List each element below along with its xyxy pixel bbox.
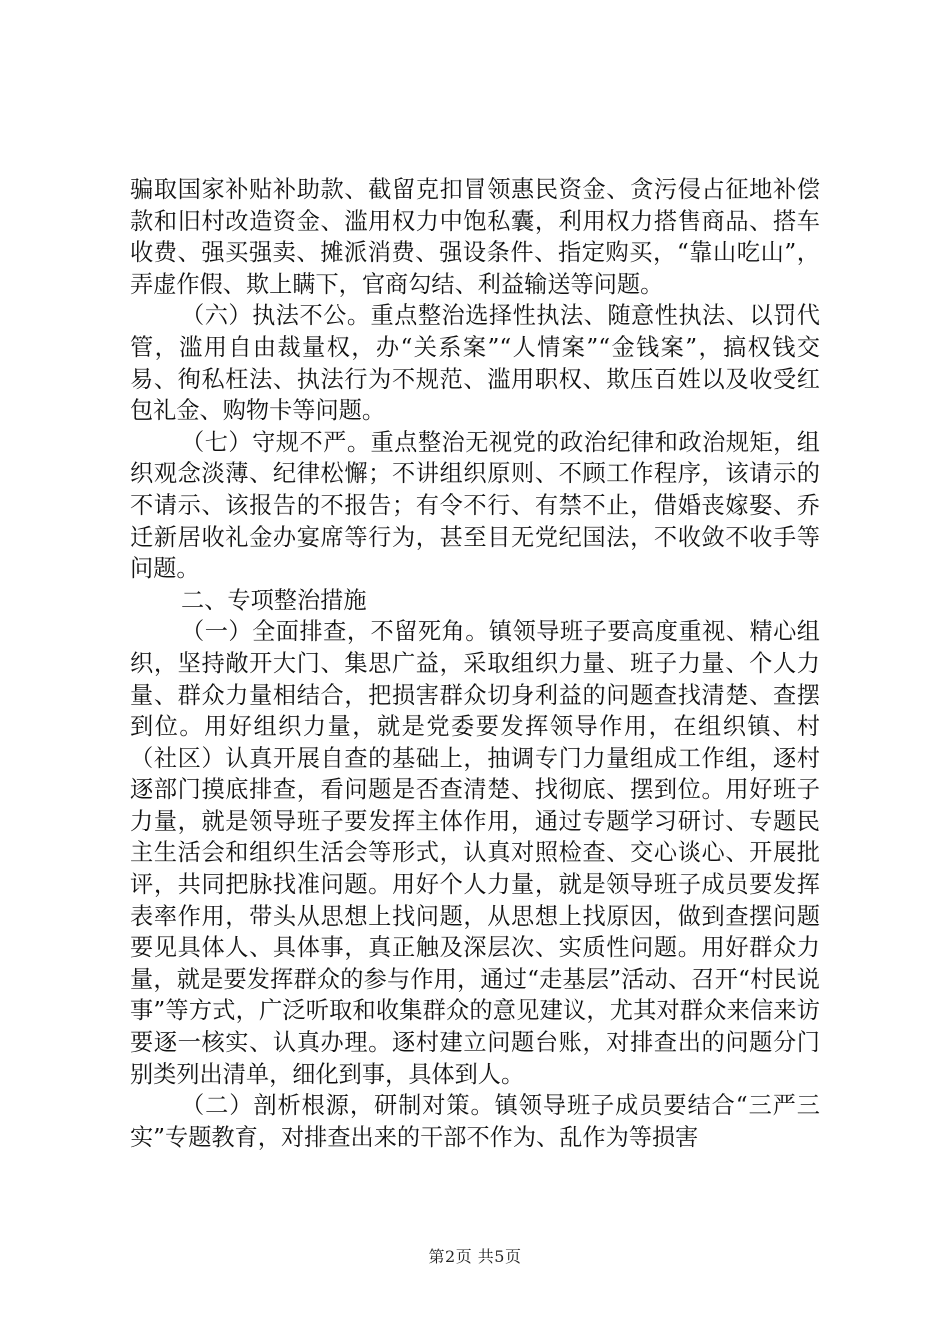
paragraph-measure-two: （二）剖析根源，研制对策。镇领导班子成员要结合“三严三实”专题教育，对排查出来的干部不作为、乱作为等损害 — [130, 1092, 820, 1151]
paragraph-continuation: 骗取国家补贴补助款、截留克扣冒领惠民资金、贪污侵占征地补偿款和旧村改造资金、滥用权力中饱私囊，利用权力搭售商品、搭车收费、强买强卖、摊派消费、强设条件、指定购买，“靠山吃山”，弄虚作假、欺上瞒下，官商勾结、利益输送等问题。 — [130, 176, 820, 298]
page-number-footer: 第2页 共5页 — [428, 1247, 522, 1266]
section-heading-measures: 二、专项整治措施 — [181, 586, 367, 614]
paragraph-section-six: （六）执法不公。重点整治选择性执法、随意性执法、以罚代管，滥用自由裁量权，办“关系案”“人情案”“金钱案”，搞权钱交易、徇私枉法、执法行为不规范、滥用职权、欺压百姓以及收受红包礼金、购物卡等问题。 — [130, 302, 820, 425]
document-body — [130, 174, 820, 1153]
paragraph-section-seven: （七）守规不严。重点整治无视党的政治纪律和政治规矩，组织观念淡薄、纪律松懈；不讲组织原则、不顾工作程序，该请示的不请示、该报告的不报告；有令不行、有禁不止，借婚丧嫁娶、乔迁新居收礼金办宴席等行为，甚至目无党纪国法，不收敛不收手等问题。 — [130, 428, 820, 583]
paragraph-measure-one: （一）全面排查，不留死角。镇领导班子要高度重视、精心组织，坚持敞开大门、集思广益，采取组织力量、班子力量、个人力量、群众力量相结合，把损害群众切身利益的问题查找清楚、查摆到位。用好组织力量，就是党委要发挥领导作用，在组织镇、村（社区）认真开展自查的基础上，抽调专门力量组成工作组，逐村逐部门摸底排查，看问题是否查清楚、找彻底、摆到位。用好班子力量，就是领导班子要发挥主体作用，通过专题学习研讨、专题民主生活会和组织生活会等形式，认真对照检查、交心谈心、开展批评，共同把脉找准问题。用好个人力量，就是领导班子成员要发挥表率作用，带头从思想上找问题，从思想上找原因，做到查摆问题要见具体人、具体事，真正触及深层次、实质性问题。用好群众力量，就是要发挥群众的参与作用，通过“走基层”活动、召开“村民说事”等方式，广泛听取和收集群众的意见建议，尤其对群众来信来访要逐一核实、认真办理。逐村建立问题台账，对排查出的问题分门别类列出清单，细化到事，具体到人。 — [130, 618, 820, 1088]
